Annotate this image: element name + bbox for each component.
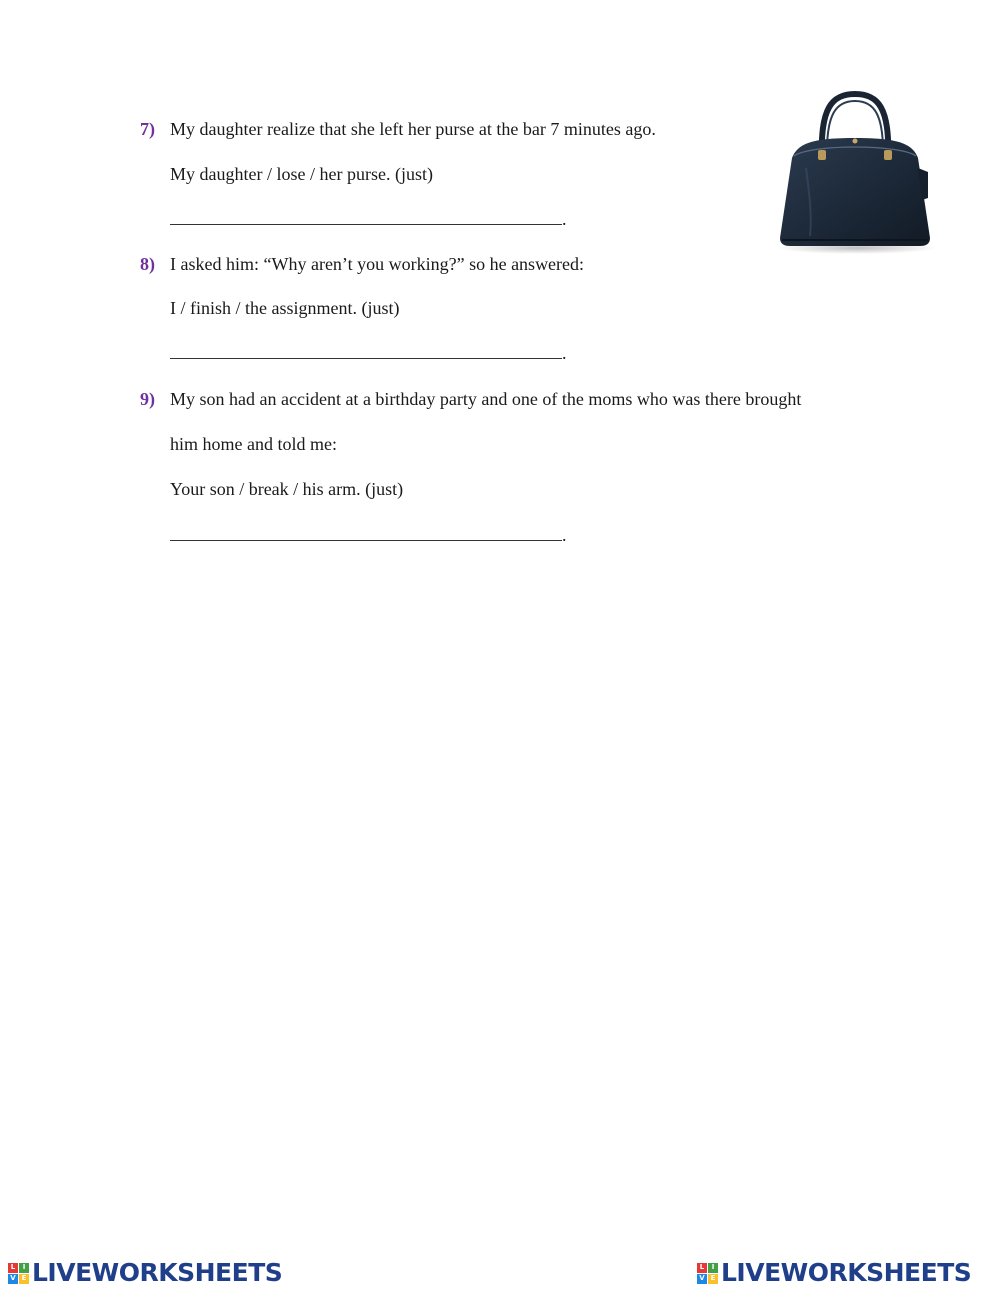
question-8 — [140, 253, 880, 373]
liveworksheets-logo-left — [8, 1258, 282, 1288]
answer-blank[interactable] — [170, 342, 562, 359]
logo-blocks-icon — [697, 1263, 718, 1284]
answer-period: . — [562, 343, 567, 363]
handbag-icon — [770, 88, 940, 256]
answer-period: . — [562, 525, 567, 545]
logo-block: V — [697, 1274, 707, 1284]
question-7 — [140, 118, 880, 238]
logo-block: L — [8, 1263, 18, 1273]
logo-blocks-icon — [8, 1263, 29, 1284]
question-text-continued: him home and told me: — [170, 434, 337, 454]
question-number: 9) — [140, 389, 155, 409]
answer-period: . — [562, 209, 567, 229]
answer-blank[interactable] — [170, 208, 562, 225]
answer-field[interactable] — [170, 208, 567, 230]
question-number: 8) — [140, 254, 155, 274]
logo-text: LIVEWORKSHEETS — [32, 1258, 283, 1287]
logo-block: I — [19, 1263, 29, 1273]
logo-text: LIVEWORKSHEETS — [721, 1258, 972, 1287]
question-prompt: My daughter / lose / her purse. (just) — [170, 164, 433, 184]
logo-block: I — [708, 1263, 718, 1273]
answer-blank[interactable] — [170, 524, 562, 541]
logo-block: E — [19, 1274, 29, 1284]
liveworksheets-logo-right — [697, 1258, 971, 1288]
question-number: 7) — [140, 119, 155, 139]
answer-field[interactable] — [170, 524, 567, 546]
answer-field[interactable] — [170, 342, 567, 364]
question-prompt: I / finish / the assignment. (just) — [170, 298, 400, 318]
logo-block: E — [708, 1274, 718, 1284]
question-text: I asked him: “Why aren’t you working?” so he answered: — [170, 254, 585, 274]
question-9 — [140, 388, 880, 548]
question-text: My son had an accident at a birthday party and one of the moms who was there brought — [170, 389, 802, 409]
question-prompt: Your son / break / his arm. (just) — [170, 479, 404, 499]
logo-block: V — [8, 1274, 18, 1284]
logo-block: L — [697, 1263, 707, 1273]
question-text: My daughter realize that she left her purse at the bar 7 minutes ago. — [170, 119, 656, 139]
